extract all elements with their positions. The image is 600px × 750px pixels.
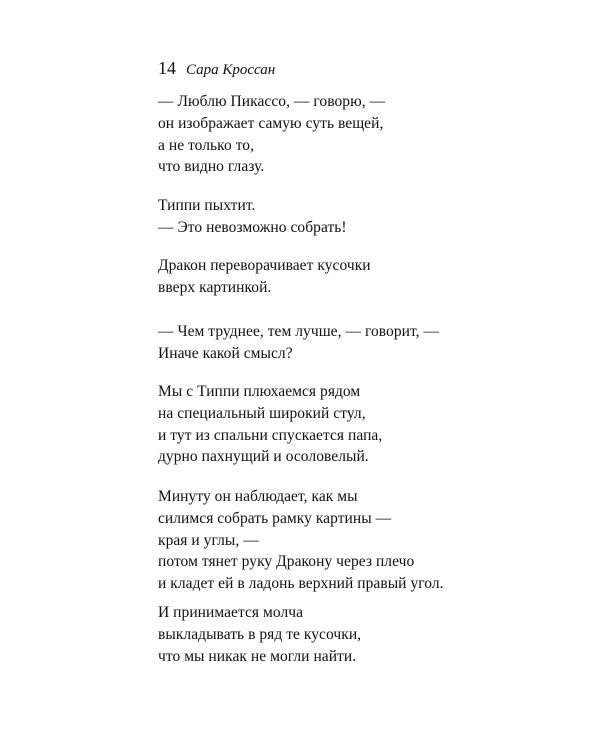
stanza-line: что видно глазу. — [158, 158, 265, 176]
stanza-3 — [158, 255, 371, 299]
stanza-line: и тут из спальни спускается папа, — [158, 426, 383, 444]
stanza-line: Дракон переворачивает кусочки — [158, 257, 371, 274]
stanza-line: на специальный широкий стул, — [158, 404, 366, 422]
stanza-7 — [158, 602, 361, 667]
stanza-line: края и углы, — — [158, 531, 259, 549]
stanza-line: потом тянет руку Дракону через плечо — [158, 553, 415, 571]
stanza-line: силимся собрать рамку картины — — [158, 509, 392, 527]
stanza-1 — [158, 91, 385, 178]
page-header — [158, 56, 275, 80]
page-number: 14 — [158, 58, 176, 78]
stanza-4 — [158, 321, 439, 365]
running-title: Сара Кроссан — [186, 62, 276, 78]
stanza-line: он изображает самую суть вещей, — [158, 114, 384, 132]
stanza-line: И принимается молча — [158, 604, 304, 621]
stanza-line: Мы с Типпи плюхаемся рядом — [158, 383, 361, 400]
stanza-6 — [158, 486, 444, 595]
stanza-line: Типпи пыхтит. — [158, 197, 256, 214]
stanza-line: вверх картинкой. — [158, 278, 272, 296]
stanza-line: что мы никак не могли найти. — [158, 647, 357, 665]
stanza-line: Минуту он наблюдает, как мы — [158, 488, 358, 505]
stanza-line: — Это невозможно собрать! — [158, 218, 347, 236]
stanza-line: — Люблю Пикассо, — говорю, — — [158, 93, 386, 110]
stanza-line: — Чем труднее, тем лучше, — говорит, — — [158, 323, 440, 340]
stanza-2 — [158, 195, 347, 239]
stanza-5 — [158, 381, 382, 468]
stanza-line: выкладывать в ряд те кусочки, — [158, 625, 362, 643]
stanza-line: и кладет ей в ладонь верхний правый угол. — [158, 575, 444, 593]
stanza-line: Иначе какой смысл? — [158, 344, 293, 362]
stanza-line: а не только то, — [158, 136, 255, 154]
stanza-line: дурно пахнущий и осоловелый. — [158, 448, 369, 466]
